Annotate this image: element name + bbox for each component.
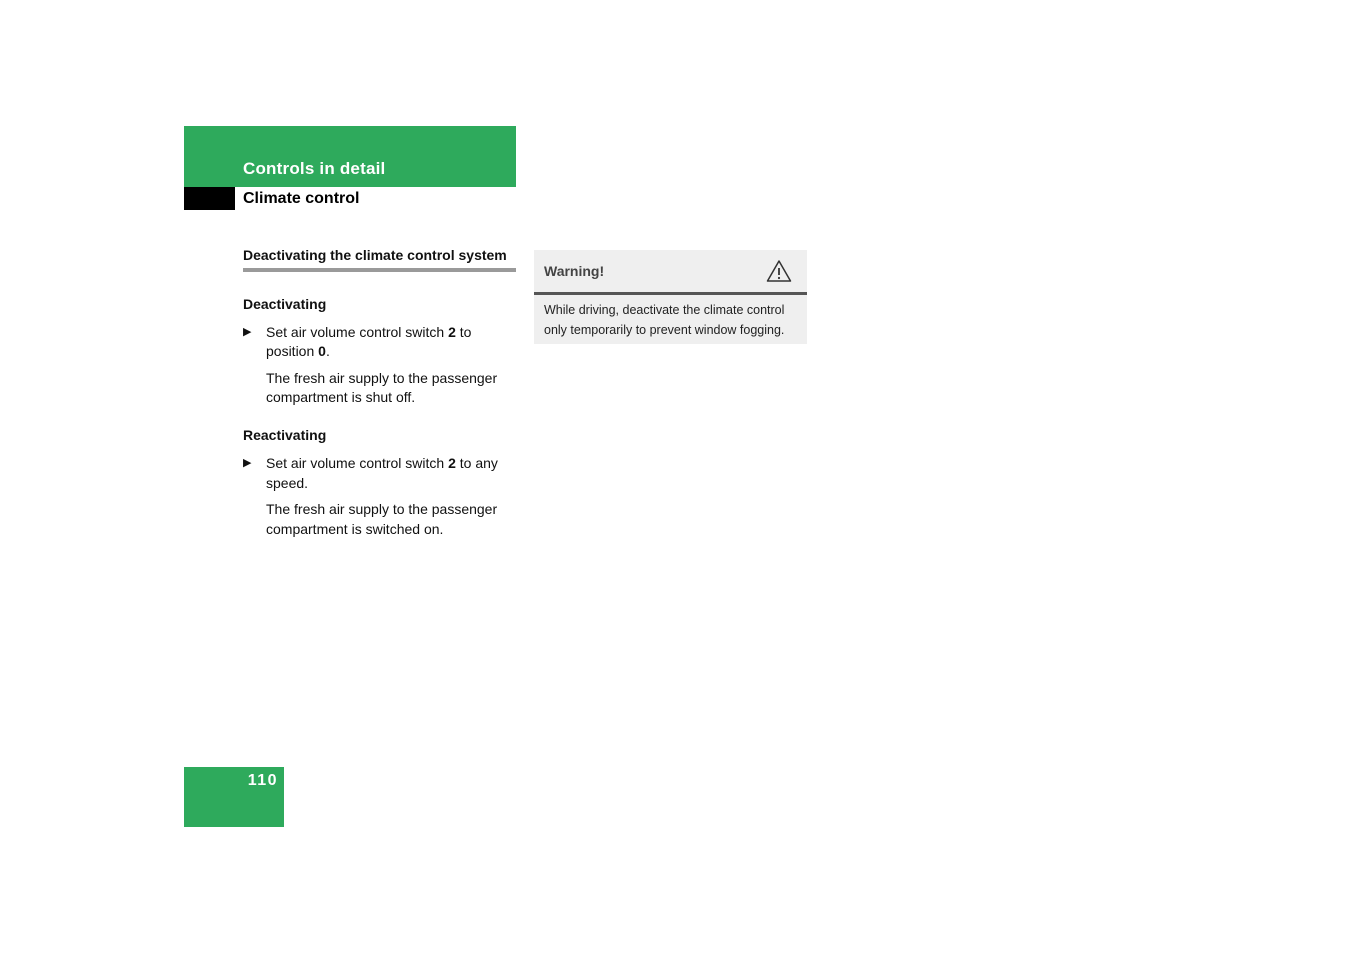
deactivating-result: The fresh air supply to the passenger compartment is shut off. — [266, 369, 498, 405]
section-marker — [184, 187, 235, 210]
page-title: Climate control — [243, 190, 360, 207]
section-title: Controls in detail — [243, 159, 386, 178]
reactivating-step: ▶ Set air volume control switch 2 to any speed. — [243, 455, 498, 491]
reactivating-result: The fresh air supply to the passenger compartment is switched on. — [266, 501, 498, 537]
bullet-triangle-icon: ▶ — [243, 457, 252, 469]
warning-header — [534, 250, 807, 295]
bullet-triangle-icon: ▶ — [243, 325, 252, 338]
page-number: 110 — [247, 772, 278, 789]
page-number-band — [184, 767, 284, 827]
deactivating-heading: Deactivating — [243, 296, 327, 312]
warning-triangle-icon — [766, 259, 792, 283]
warning-box — [534, 250, 807, 344]
warning-title: Warning! — [544, 263, 605, 279]
reactivating-heading: Reactivating — [243, 426, 327, 443]
warning-text: While driving, deactivate the climate control only temporarily to prevent window fogging. — [544, 303, 785, 337]
topic-heading: Deactivating the climate control system — [243, 246, 516, 272]
main-column — [243, 246, 516, 539]
deactivating-step: ▶ Set air volume control switch 2 to position 0. — [243, 323, 472, 359]
